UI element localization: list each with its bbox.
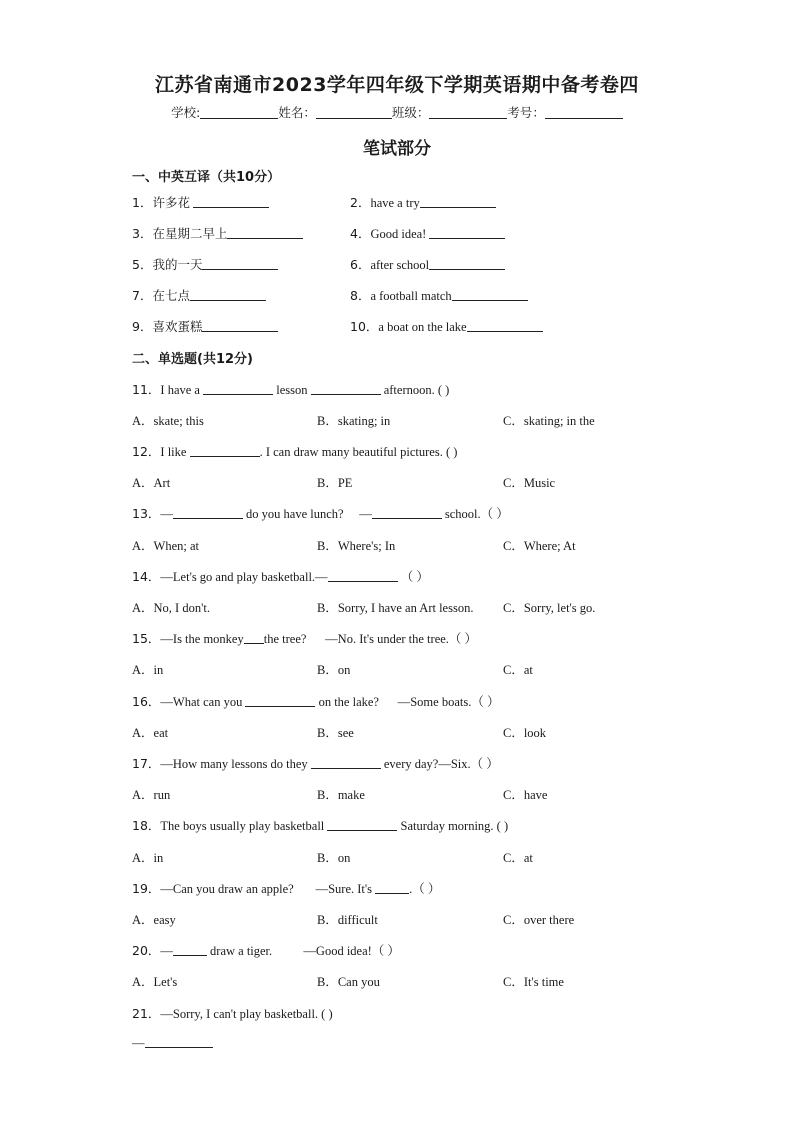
question-17: 17．—How many lessons do they every day?—Six.（ ） <box>132 756 499 771</box>
answer-blank[interactable] <box>328 570 398 582</box>
answer-blank[interactable] <box>173 507 243 519</box>
question-18: 18．The boys usually play basketball Saturday morning. ( ) <box>132 818 509 833</box>
translate-item-4: 4．Good idea! <box>350 224 505 242</box>
translate-item-3: 3．在星期二早上 <box>132 224 303 242</box>
section-subtitle: 笔试部分 <box>363 139 431 159</box>
answer-blank[interactable] <box>145 1036 213 1048</box>
option-a[interactable]: A．skate; this <box>132 414 204 428</box>
class-blank[interactable] <box>429 106 507 119</box>
translate-item-9: 9．喜欢蛋糕 <box>132 317 278 335</box>
question-16: 16．—What can you on the lake? —Some boats.（ ） <box>132 694 500 709</box>
translate-item-1: 1．许多花 <box>132 193 269 211</box>
section1-heading: 一、中英互译（共10分） <box>132 170 281 185</box>
option-c[interactable]: C．over there <box>503 913 575 927</box>
translate-item-8: 8．a football match <box>350 286 528 304</box>
option-b[interactable]: B．PE <box>317 476 353 490</box>
id-blank[interactable] <box>545 106 623 119</box>
option-a[interactable]: A．Let's <box>132 975 178 989</box>
answer-blank[interactable] <box>467 320 543 332</box>
option-c[interactable]: C．look <box>503 726 547 740</box>
question-15: 15．—Is the monkey the tree? —No. It's under the tree.（ ） <box>132 631 478 646</box>
option-c[interactable]: C．at <box>503 663 533 677</box>
option-a[interactable]: A．When; at <box>132 539 199 553</box>
question-13: 13．— do you have lunch? — school.（ ） <box>132 506 509 521</box>
option-c[interactable]: C．Where; At <box>503 539 576 553</box>
answer-blank[interactable] <box>429 227 505 239</box>
question-14: 14．—Let's go and play basketball.— （ ） <box>132 569 429 584</box>
option-c[interactable]: C．at <box>503 851 533 865</box>
option-b[interactable]: B．on <box>317 851 351 865</box>
answer-blank[interactable] <box>327 819 397 831</box>
question-21-answer: — <box>132 1036 213 1051</box>
student-info-line <box>0 103 794 121</box>
answer-blank[interactable] <box>311 383 381 395</box>
option-b[interactable]: B．make <box>317 788 365 802</box>
answer-blank[interactable] <box>429 258 505 270</box>
answer-blank[interactable] <box>227 227 303 239</box>
name-label: 姓名： <box>278 105 316 120</box>
answer-blank[interactable] <box>173 944 207 956</box>
name-blank[interactable] <box>316 106 392 119</box>
translate-item-5: 5．我的一天 <box>132 255 278 273</box>
option-c[interactable]: C．have <box>503 788 548 802</box>
class-label: 班级： <box>391 105 430 120</box>
school-label: 学校: <box>171 105 201 120</box>
question-20: 20．— draw a tiger. —Good idea!（ ） <box>132 943 400 958</box>
question-12: 12．I like . I can draw many beautiful pictures. ( ) <box>132 444 458 459</box>
question-21: 21．—Sorry, I can't play basketball. ( ) <box>132 1006 333 1021</box>
question-19: 19．—Can you draw an apple? —Sure. It's .（ ） <box>132 881 441 896</box>
question-11: 11．I have a lesson afternoon. ( ) <box>132 382 450 397</box>
option-b[interactable]: B．Sorry, I have an Art lesson. <box>317 601 474 615</box>
translate-item-7: 7．在七点 <box>132 286 266 304</box>
translate-item-6: 6．after school <box>350 255 505 273</box>
answer-blank[interactable] <box>190 445 260 457</box>
option-c[interactable]: C．Sorry, let's go. <box>503 601 596 615</box>
translate-item-2: 2．have a try <box>350 193 496 211</box>
option-c[interactable]: C．skating; in the <box>503 414 595 428</box>
answer-blank[interactable] <box>420 196 496 208</box>
answer-blank[interactable] <box>193 196 269 208</box>
option-c[interactable]: C．It's time <box>503 975 564 989</box>
translate-item-10: 10．a boat on the lake <box>350 317 543 335</box>
option-b[interactable]: B．Can you <box>317 975 380 989</box>
answer-blank[interactable] <box>203 383 273 395</box>
answer-blank[interactable] <box>372 507 442 519</box>
section2-heading: 二、单选题(共12分) <box>132 352 253 367</box>
answer-blank[interactable] <box>452 289 528 301</box>
answer-blank[interactable] <box>311 757 381 769</box>
answer-blank[interactable] <box>375 882 409 894</box>
option-a[interactable]: A．easy <box>132 913 176 927</box>
answer-blank[interactable] <box>202 258 278 270</box>
option-b[interactable]: B．skating; in <box>317 414 391 428</box>
answer-blank[interactable] <box>202 320 278 332</box>
answer-blank[interactable] <box>244 632 264 644</box>
answer-blank[interactable] <box>190 289 266 301</box>
option-c[interactable]: C．Music <box>503 476 556 490</box>
option-a[interactable]: A．eat <box>132 726 169 740</box>
option-b[interactable]: B．difficult <box>317 913 378 927</box>
option-b[interactable]: B．on <box>317 663 351 677</box>
id-label: 考号： <box>507 105 545 120</box>
exam-title: 江苏省南通市2023学年四年级下学期英语期中备考卷四 <box>155 74 639 96</box>
school-blank[interactable] <box>200 106 278 119</box>
option-a[interactable]: A．in <box>132 663 164 677</box>
option-a[interactable]: A．No, I don't. <box>132 601 210 615</box>
option-a[interactable]: A．in <box>132 851 164 865</box>
option-b[interactable]: B．Where's; In <box>317 539 396 553</box>
option-a[interactable]: A．run <box>132 788 171 802</box>
answer-blank[interactable] <box>245 695 315 707</box>
option-a[interactable]: A．Art <box>132 476 171 490</box>
option-b[interactable]: B．see <box>317 726 354 740</box>
